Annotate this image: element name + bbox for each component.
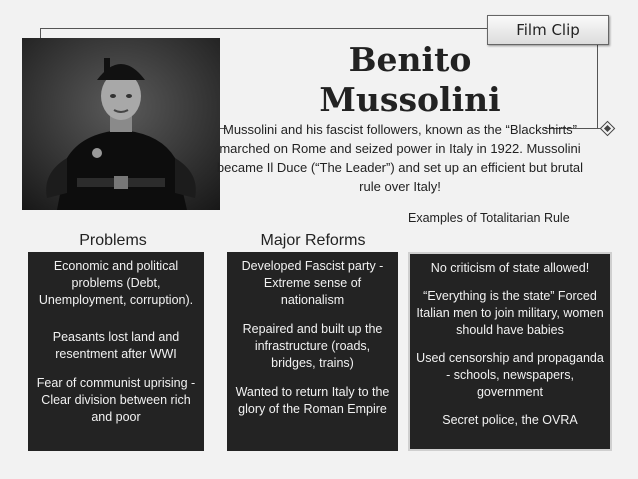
problems-heading: Problems xyxy=(79,232,147,249)
page-title xyxy=(295,40,525,120)
list-item: No criticism of state allowed! xyxy=(430,261,590,275)
title-line-2: Mussolini xyxy=(319,80,501,119)
reforms-heading: Major Reforms xyxy=(260,232,366,249)
totalitarian-box xyxy=(408,252,612,451)
totalitarian-heading: Examples of Totalitarian Rule xyxy=(408,211,570,225)
list-item: “Everything is the state” Forced Italian men to join military, women should have babies xyxy=(416,289,604,337)
reforms-box xyxy=(227,252,398,451)
list-item: Repaired and built up the infrastructure (roads, bridges, trains) xyxy=(242,322,383,370)
list-item: Secret police, the OVRA xyxy=(442,413,578,427)
problems-box xyxy=(28,252,204,451)
list-item: Used censorship and propaganda - schools, newspapers, government xyxy=(416,351,604,399)
film-clip-button[interactable]: Film Clip xyxy=(487,15,609,45)
portrait-photo xyxy=(22,38,220,210)
intro-text: Mussolini and his fascist followers, known as the “Blackshirts” marched on Rome and seized power in Italy in 1922. Mussolini became Il Duce (“The Leader”) and set up an efficient but brutal rule over Italy! xyxy=(216,122,584,194)
list-item: Fear of communist uprising - Clear division between rich and poor xyxy=(36,376,196,424)
list-item: Developed Fascist party - Extreme sense of nationalism xyxy=(241,259,384,307)
title-line-1: Benito xyxy=(348,40,472,79)
list-item: Economic and political problems (Debt, Unemployment, corruption). xyxy=(38,259,194,307)
list-item: Peasants lost land and resentment after WWI xyxy=(52,330,180,361)
portrait-photo-art xyxy=(22,38,220,210)
list-item: Wanted to return Italy to the glory of the Roman Empire xyxy=(235,385,390,416)
diamond-ornament-icon xyxy=(600,121,616,137)
